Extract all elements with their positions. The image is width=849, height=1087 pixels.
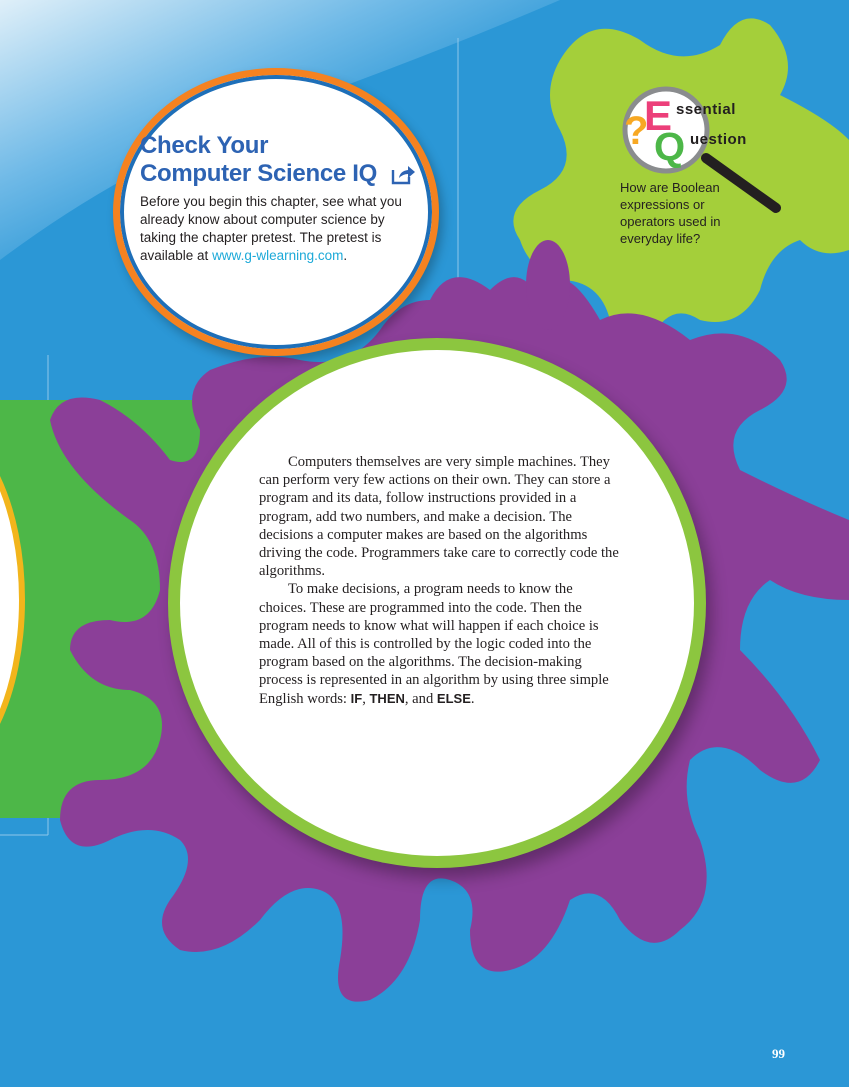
- separator-1: ,: [362, 690, 370, 707]
- page-number: 99: [772, 1046, 785, 1061]
- iq-title: [140, 132, 430, 188]
- keyword-else: ELSE: [436, 690, 471, 706]
- paragraph-2: [259, 580, 621, 707]
- iq-body: [140, 193, 415, 265]
- pretest-link[interactable]: www.g-wlearning.com: [212, 248, 344, 263]
- paragraph-2-text: To make decisions, a program needs to know the choices. These are programmed into the code. Then the program needs to know what will happen if each choice is made. All of this is controlled by the logic coded into the program based on the algorithms. The decision-making process is represented in an algorithm by using three simple English words:: [259, 581, 609, 707]
- main-body-text: [259, 453, 621, 708]
- iq-title-line2: Computer Science IQ: [140, 160, 378, 187]
- keyword-if: IF: [350, 690, 363, 706]
- eq-logo-word2: uestion: [690, 131, 747, 148]
- paragraph-1: Computers themselves are very simple machines. They can perform very few actions on their own. They can store a program and its data, follow instructions provided in a program, add two numbers, and make a decision. The decisions a computer makes are based on the algorithms driving the code. Programmers take care to correctly code the algorithms.: [259, 454, 619, 580]
- keyword-then: THEN: [369, 690, 405, 706]
- eq-logo-word1: ssential: [676, 101, 736, 118]
- svg-text:?: ?: [624, 109, 649, 153]
- separator-2: , and: [404, 690, 437, 707]
- iq-title-line1: Check Your: [140, 132, 269, 159]
- paragraph-2-end: .: [470, 690, 475, 707]
- iq-body-end: .: [343, 248, 348, 263]
- share-link-icon[interactable]: [390, 163, 416, 185]
- svg-text:Q: Q: [654, 125, 686, 169]
- essential-question-text: How are Boolean expressions or operators used in everyday life?: [620, 180, 721, 246]
- iq-body-text: Before you begin this chapter, see what you already know about computer science by taking the chapter pretest. The pretest is available at: [140, 194, 402, 263]
- svg-text:E: E: [644, 92, 673, 139]
